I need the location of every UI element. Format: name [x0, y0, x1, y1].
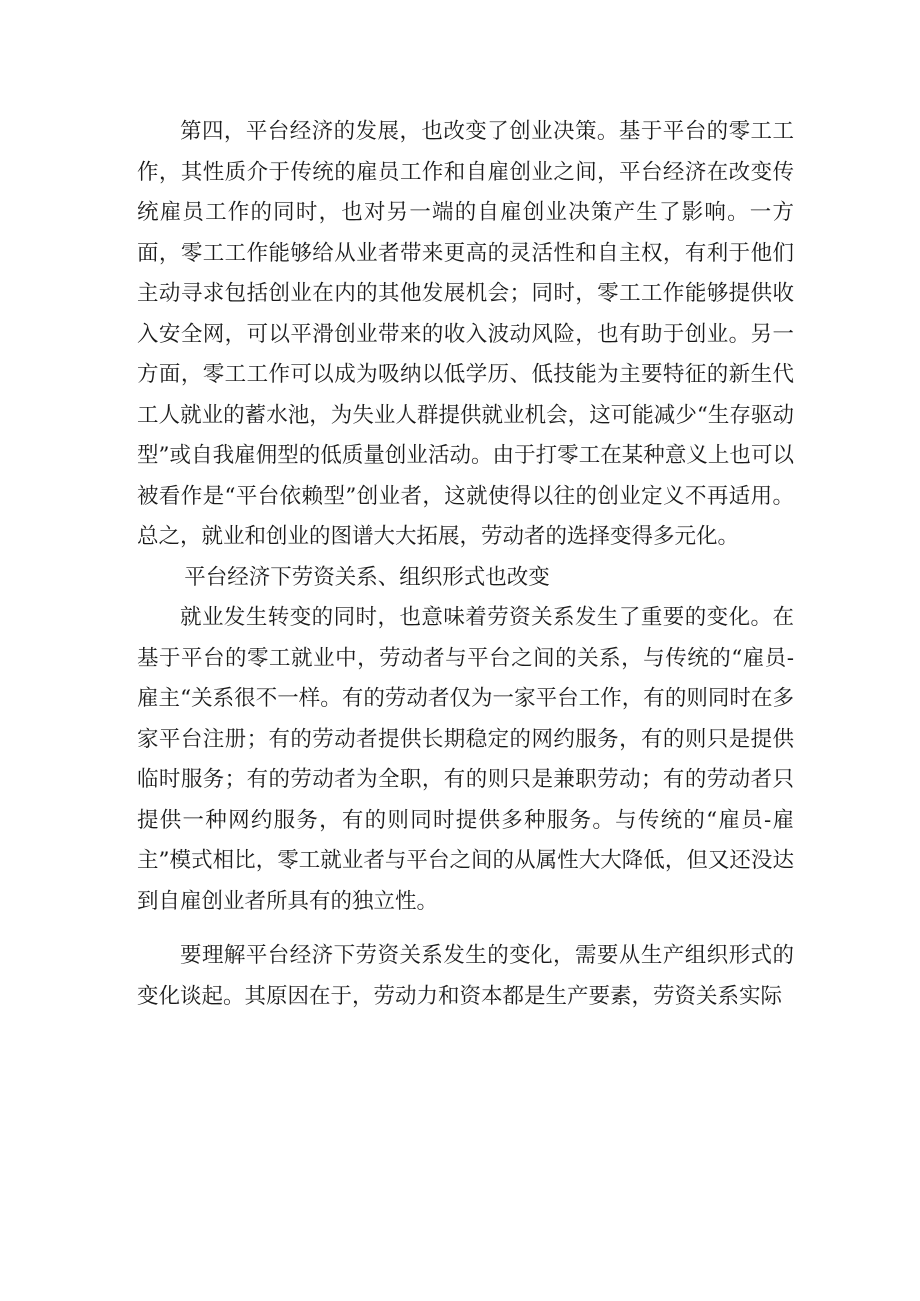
article-body: [137, 112, 794, 1017]
paragraph-labor-relations: 就业发生转变的同时，也意味着劳资关系发生了重要的变化。在基于平台的零工就业中，劳动者与平台之间的关系，与传统的“雇员-雇主“关系很不一样。有的劳动者仅为一家平台工作，有的则同时在多家平台注册；有的劳动者提供长期稳定的网约服务，有的则只是提供临时服务；有的劳动者为全职，有的则只是兼职劳动；有的劳动者只提供一种网约服务，有的则同时提供多种服务。与传统的“雇员-雇主”模式相比，零工就业者与平台之间的从属性大大降低，但又还没达到自雇创业者所具有的独立性。: [137, 605, 794, 914]
section-heading: 平台经济下劳资关系、组织形式也改变: [184, 564, 550, 590]
paragraph-production-organization: 要理解平台经济下劳资关系发生的变化，需要从生产组织形式的变化谈起。其原因在于，劳动力和资本都是生产要素，劳资关系实际: [137, 943, 794, 1009]
paragraph-entrepreneurship: 第四，平台经济的发展，也改变了创业决策。基于平台的零工工作，其性质介于传统的雇员工作和自雇创业之间，平台经济在改变传统雇员工作的同时，也对另一端的自雇创业决策产生了影响。一方面，零工工作能够给从业者带来更高的灵活性和自主权，有利于他们主动寻求包括创业在内的其他发展机会；同时，零工工作能够提供收入安全网，可以平滑创业带来的收入波动风险，也有助于创业。另一方面，零工工作可以成为吸纳以低学历、低技能为主要特征的新生代工人就业的蓄水池，为失业人群提供就业机会，这可能减少“生存驱动型”或自我雇佣型的低质量创业活动。由于打零工在某种意义上也可以被看作是“平台依赖型”创业者，这就使得以往的创业定义不再适用。总之，就业和创业的图谱大大拓展，劳动者的选择变得多元化。: [137, 119, 794, 549]
